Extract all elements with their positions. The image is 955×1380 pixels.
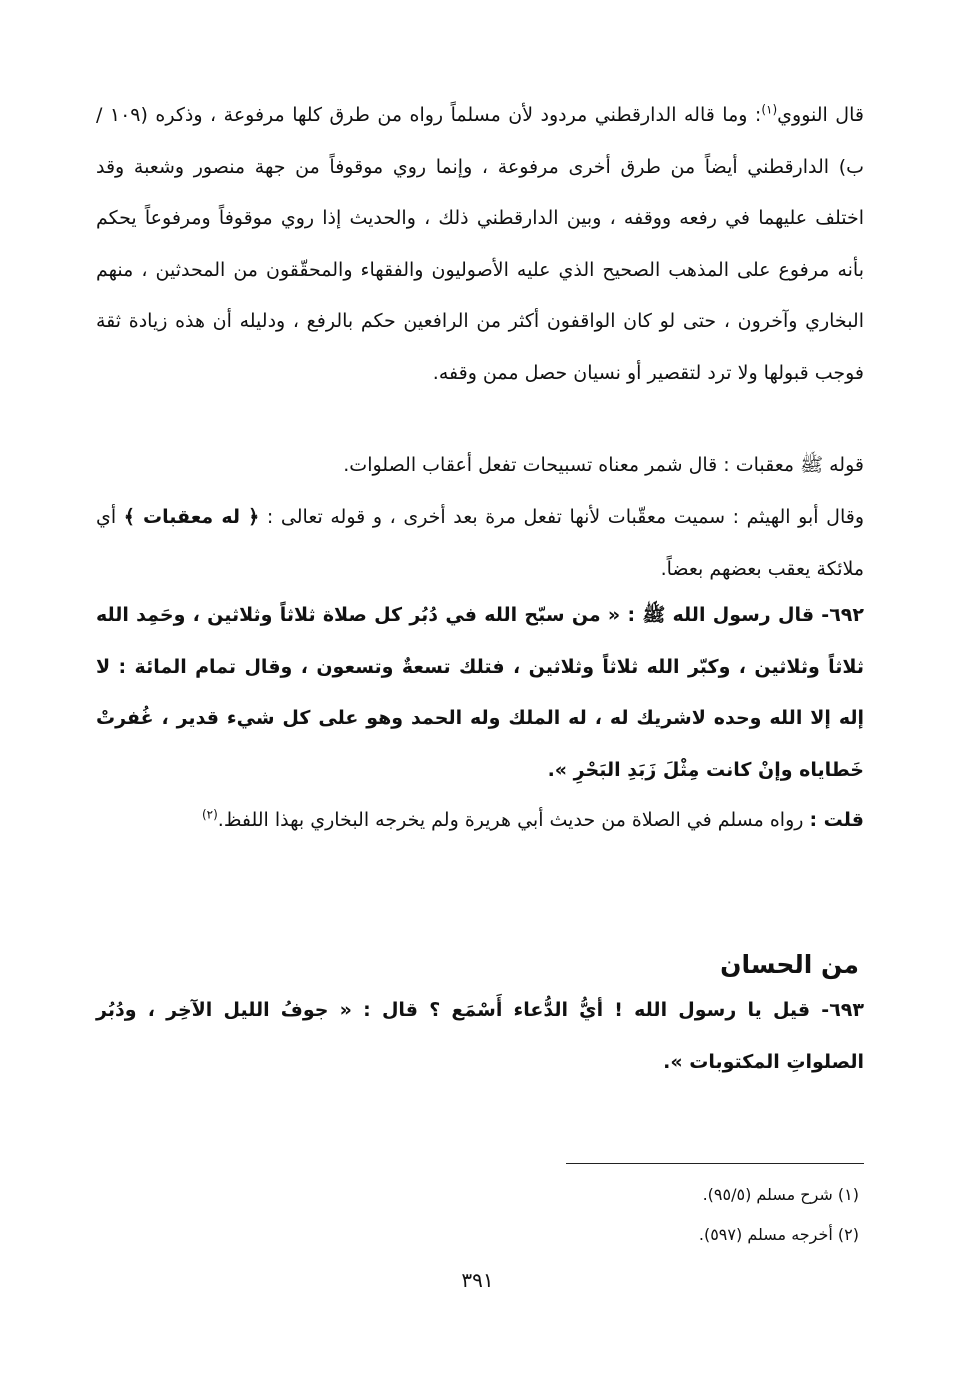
hadith-693: ٦٩٣- قيل يا رسول الله ! أيُّ الدُّعاء أَسْمَع ؟ قال : « جوفُ الليل الآخِر ، ودُبُر الصلواتِ المكتوبات ». — [96, 999, 864, 1073]
paragraph-text: قال النووي — [777, 104, 864, 126]
hadith-692: ٦٩٢- قال رسول الله ﷺ : « من سبّح الله في دُبُر كل صلاة ثلاثاً وثلاثين ، وحَمِد الله ثلاثاً وثلاثين ، وكبّر الله ثلاثاً وثلاثين ، فتلك تسعةٌ وتسعون ، وقال تمام المائة : لا إله إلا الله وحده لاشريك له ، له الملك وله الحمد وهو على كل شيء قدير ، غُفرتْ خَطاياه وإنْ كانت مِثْلَ زَبَدِ البَحْرِ ». — [96, 604, 864, 781]
qultu-label: قلت : — [809, 809, 864, 831]
section-heading: من الحسان — [720, 950, 859, 979]
paragraph-nawawi — [96, 90, 864, 399]
paragraph-text-continued: : وما قاله الدارقطني مردود لأن مسلماً رواه من طرق كلها مرفوعة ، وذكره (١٠٩ / ب) الدارقطني أيضاً من طرق أخرى مرفوعة ، وإنما روي موقوفاً من جهة منصور وشعبة وقد اختلف عليهما في رفعه ووقفه ، وبين الدارقطني ذلك ، والحديث إذا روي موقوفاً ومرفوعاً يحكم بأنه مرفوع على المذهب الصحيح الذي عليه الأصوليون والفقهاء والمحقّقون من المحدثين ، منهم البخاري وآخرون ، حتى لو كان الواقفون أكثر من الرافعين حكم بالرفع ، ودليله أن هذه زيادة ثقة فوجب قبولها ولا ترد لتقصير أو نسيان حصل ممن وقفه. — [96, 104, 864, 384]
footnote-1: (١) شرح مسلم (٩٥/٥). — [702, 1185, 859, 1204]
quran-quote: ﴿ له معقبات ﴾ — [123, 506, 260, 528]
page-number: ٣٩١ — [461, 1268, 494, 1292]
footnote-divider — [566, 1163, 864, 1164]
paragraph-abu-haytham — [96, 492, 864, 595]
paragraph-text: رواه مسلم في الصلاة من حديث أبي هريرة ولم يخرجه البخاري بهذا اللفظ. — [217, 809, 810, 831]
paragraph-muaqqibat: قوله ﷺ معقبات : قال شمر معناه تسبيحات تفعل أعقاب الصلوات. — [343, 454, 864, 476]
paragraph-text: وقال أبو الهيثم : سميت معقّبات لأنها تفعل مرة بعد أخرى ، و قوله تعالى : — [259, 506, 864, 528]
paragraph-qultu — [96, 795, 864, 847]
footnote-ref-1: (١) — [761, 102, 778, 117]
footnote-ref-2: (٢) — [201, 807, 218, 822]
footnote-2: (٢) أخرجه مسلم (٥٩٧). — [698, 1225, 859, 1244]
paragraph-text-continued: أي ملائكة يعقب بعضهم بعضاً. — [96, 506, 864, 580]
